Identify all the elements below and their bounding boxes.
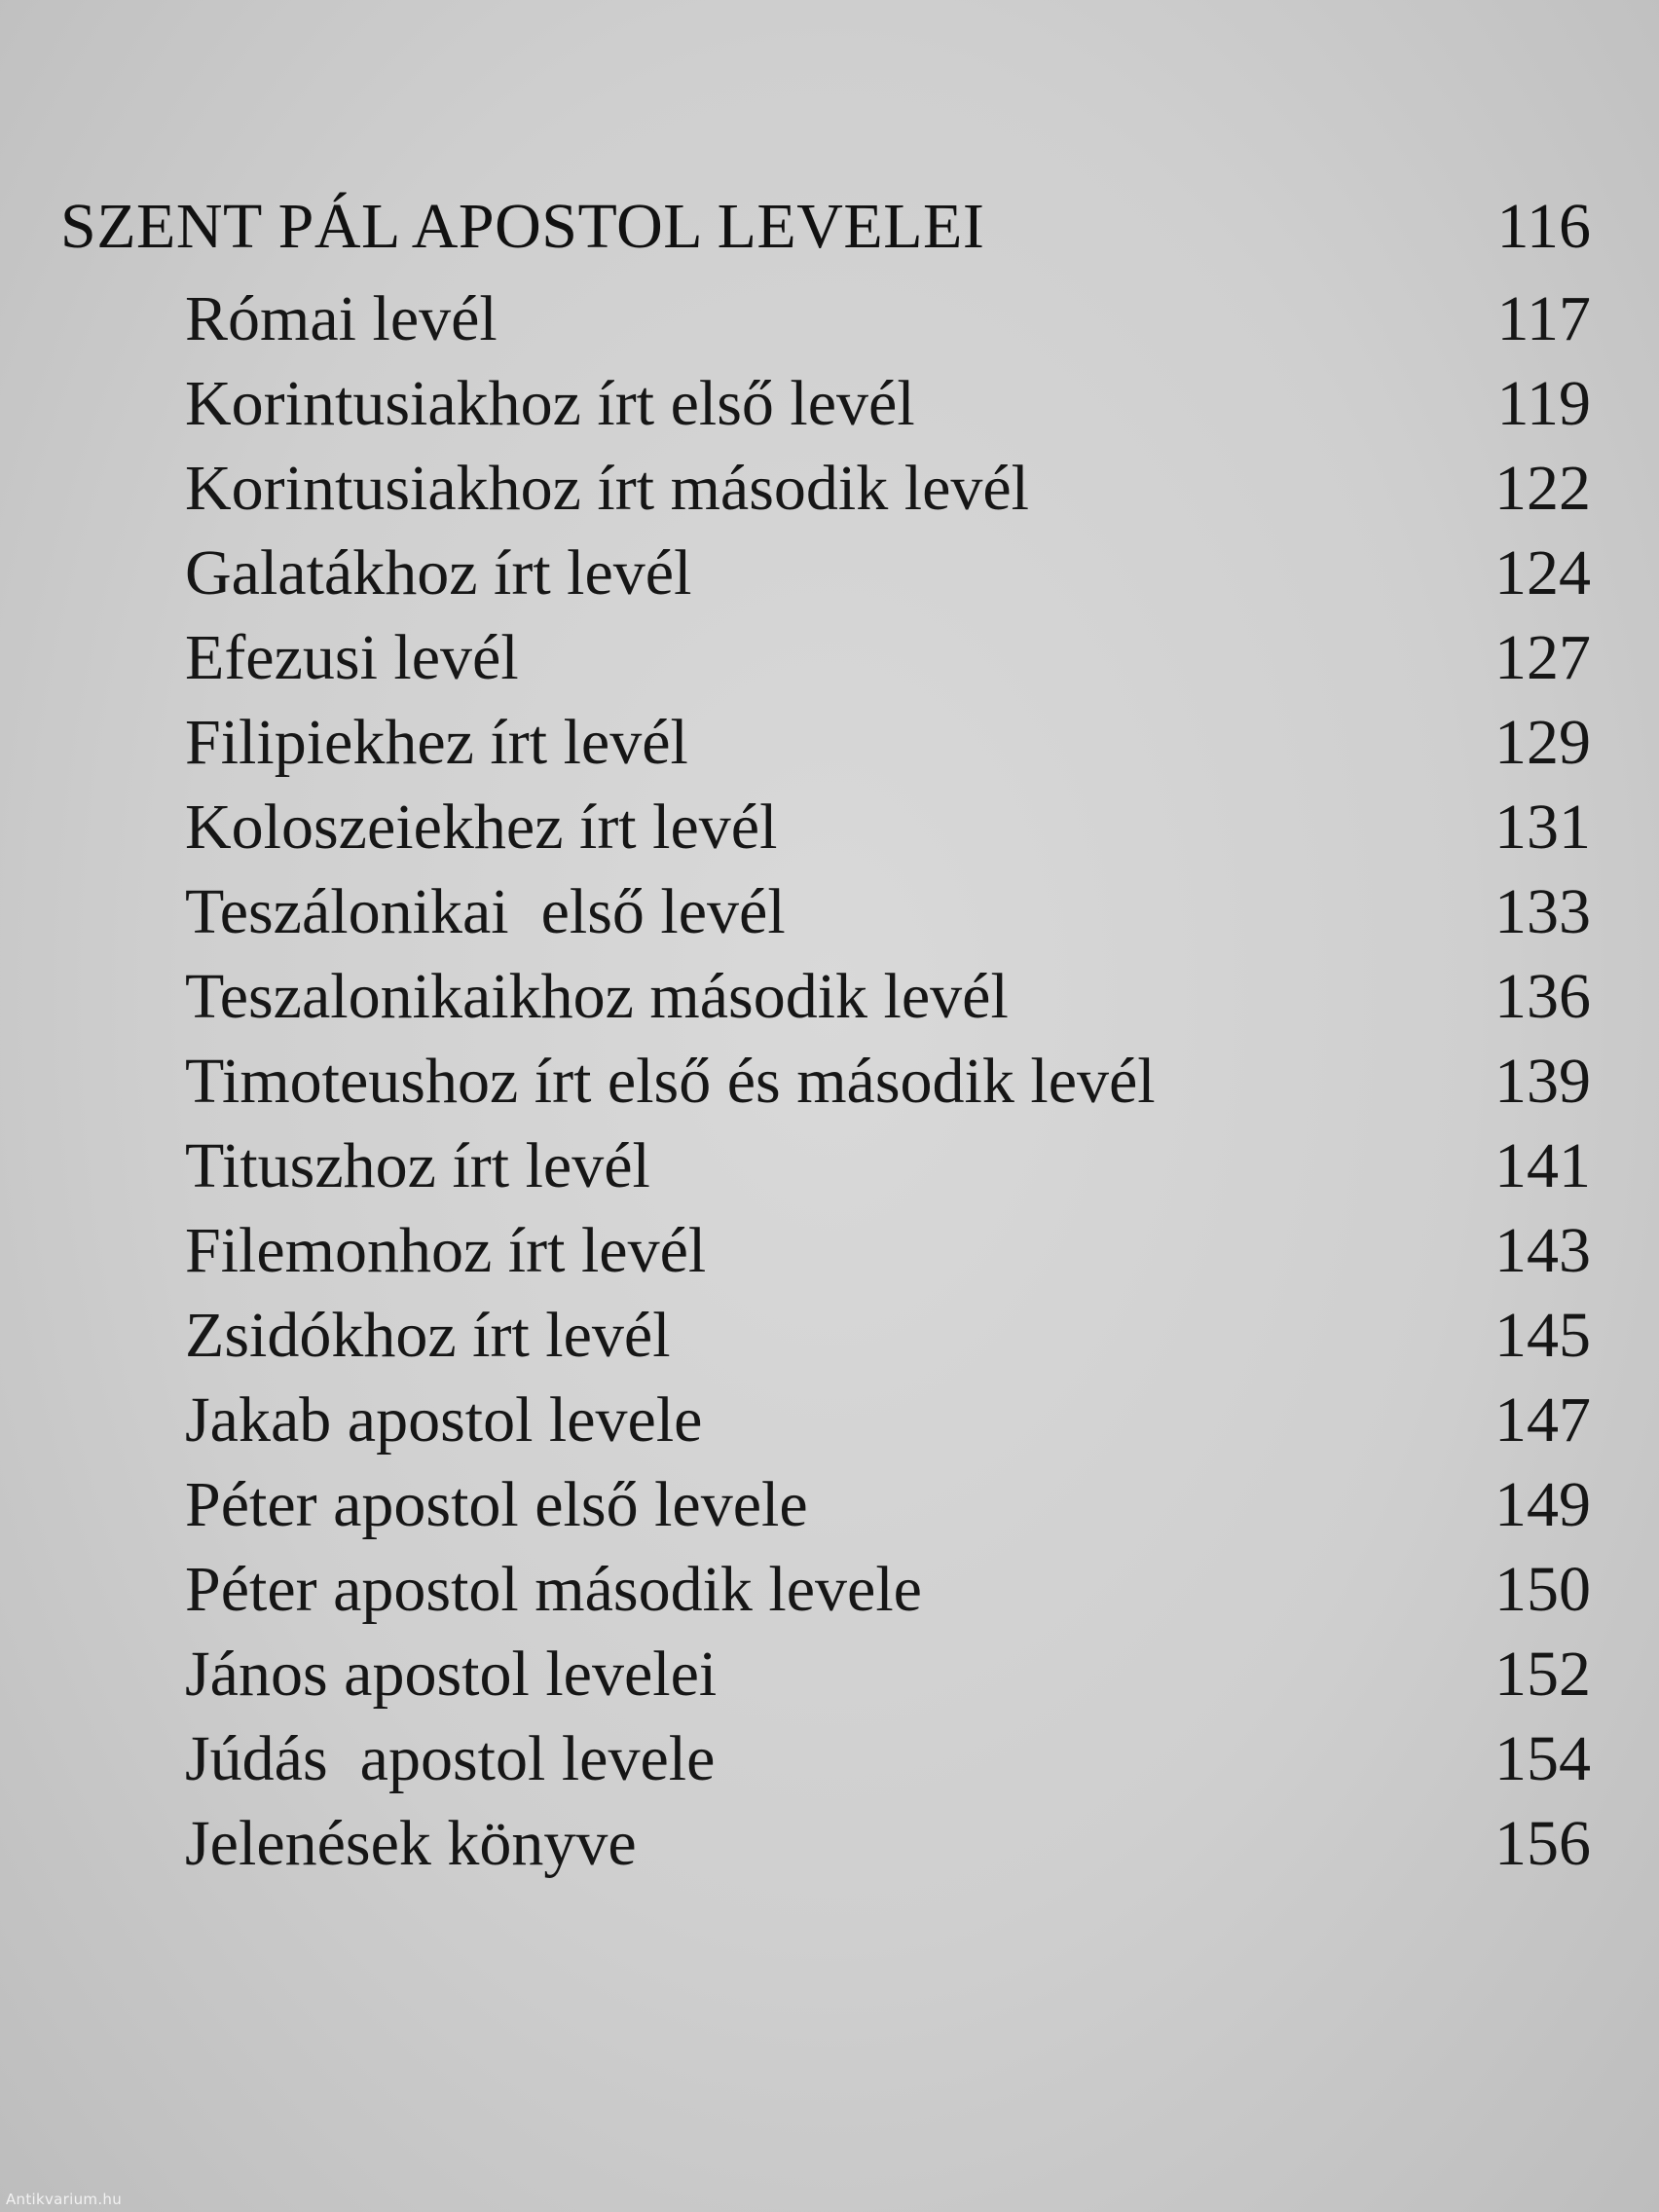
toc-entry-page: 150 bbox=[1494, 1554, 1591, 1625]
toc-entry-page: 124 bbox=[1494, 537, 1591, 608]
watermark: Antikvarium.hu bbox=[6, 2191, 123, 2208]
toc-entry bbox=[0, 954, 1659, 1039]
toc-entry-title: Timoteushoz írt első és második levél bbox=[185, 1046, 1156, 1117]
toc-entry-page: 145 bbox=[1494, 1300, 1591, 1371]
toc-entry bbox=[0, 1039, 1659, 1124]
toc-entry-page: 139 bbox=[1494, 1046, 1591, 1117]
toc-entry bbox=[0, 531, 1659, 615]
toc-entry-title: Teszálonikai első levél bbox=[185, 876, 786, 947]
toc-entry-page: 117 bbox=[1496, 283, 1591, 354]
toc-entry-title: Teszalonikaikhoz második levél bbox=[185, 961, 1009, 1032]
toc-entry bbox=[0, 869, 1659, 954]
section-heading: SZENT PÁL APOSTOL LEVELEI bbox=[60, 191, 985, 262]
toc-entry-page: 149 bbox=[1494, 1469, 1591, 1540]
toc-entry-page: 147 bbox=[1494, 1384, 1591, 1456]
toc-entry bbox=[0, 1124, 1659, 1208]
toc-entry bbox=[0, 785, 1659, 869]
toc-entry-page: 133 bbox=[1494, 876, 1591, 947]
toc-entry-page: 119 bbox=[1496, 368, 1591, 439]
toc-entry-title: Péter apostol második levele bbox=[185, 1554, 922, 1625]
toc-entry-title: Korintusiakhoz írt második levél bbox=[185, 453, 1029, 524]
toc-entry bbox=[0, 1632, 1659, 1716]
toc-entry-page: 156 bbox=[1494, 1808, 1591, 1879]
toc-entry bbox=[0, 1716, 1659, 1801]
toc-entry-title: Filipiekhez írt levél bbox=[185, 707, 688, 778]
toc-entry-title: Jakab apostol levele bbox=[185, 1384, 703, 1456]
toc-entry-page: 131 bbox=[1494, 792, 1591, 863]
toc-entry-page: 154 bbox=[1494, 1723, 1591, 1794]
toc-entry-title: Tituszhoz írt levél bbox=[185, 1130, 650, 1201]
toc-entry bbox=[0, 1378, 1659, 1462]
toc-entry bbox=[0, 700, 1659, 785]
toc-entry bbox=[0, 1208, 1659, 1293]
toc-entry bbox=[0, 615, 1659, 700]
toc-entry-title: Péter apostol első levele bbox=[185, 1469, 808, 1540]
section-page-number: 116 bbox=[1496, 191, 1591, 262]
toc-entry bbox=[0, 1293, 1659, 1378]
toc-entry-title: Júdás apostol levele bbox=[185, 1723, 716, 1794]
toc-entry-title: Jelenések könyve bbox=[185, 1808, 637, 1879]
toc-entry bbox=[0, 1801, 1659, 1886]
toc-entry-page: 152 bbox=[1494, 1639, 1591, 1710]
toc-entry-title: Filemonhoz írt levél bbox=[185, 1215, 707, 1286]
toc-entry bbox=[0, 1547, 1659, 1632]
toc-entry-title: Efezusi levél bbox=[185, 622, 519, 693]
toc-entry bbox=[0, 276, 1659, 361]
table-of-contents bbox=[0, 276, 1659, 1886]
toc-entry-page: 141 bbox=[1494, 1130, 1591, 1201]
toc-entry-page: 143 bbox=[1494, 1215, 1591, 1286]
toc-entry bbox=[0, 1462, 1659, 1547]
toc-entry-page: 129 bbox=[1494, 707, 1591, 778]
toc-entry bbox=[0, 446, 1659, 531]
toc-entry-title: Zsidókhoz írt levél bbox=[185, 1300, 671, 1371]
toc-entry bbox=[0, 361, 1659, 446]
toc-entry-title: Koloszeiekhez írt levél bbox=[185, 792, 778, 863]
toc-entry-title: Galatákhoz írt levél bbox=[185, 537, 692, 608]
toc-entry-page: 136 bbox=[1494, 961, 1591, 1032]
toc-entry-title: Korintusiakhoz írt első levél bbox=[185, 368, 915, 439]
toc-entry-page: 127 bbox=[1494, 622, 1591, 693]
toc-entry-title: Római levél bbox=[185, 283, 498, 354]
toc-entry-title: János apostol levelei bbox=[185, 1639, 718, 1710]
toc-entry-page: 122 bbox=[1494, 453, 1591, 524]
